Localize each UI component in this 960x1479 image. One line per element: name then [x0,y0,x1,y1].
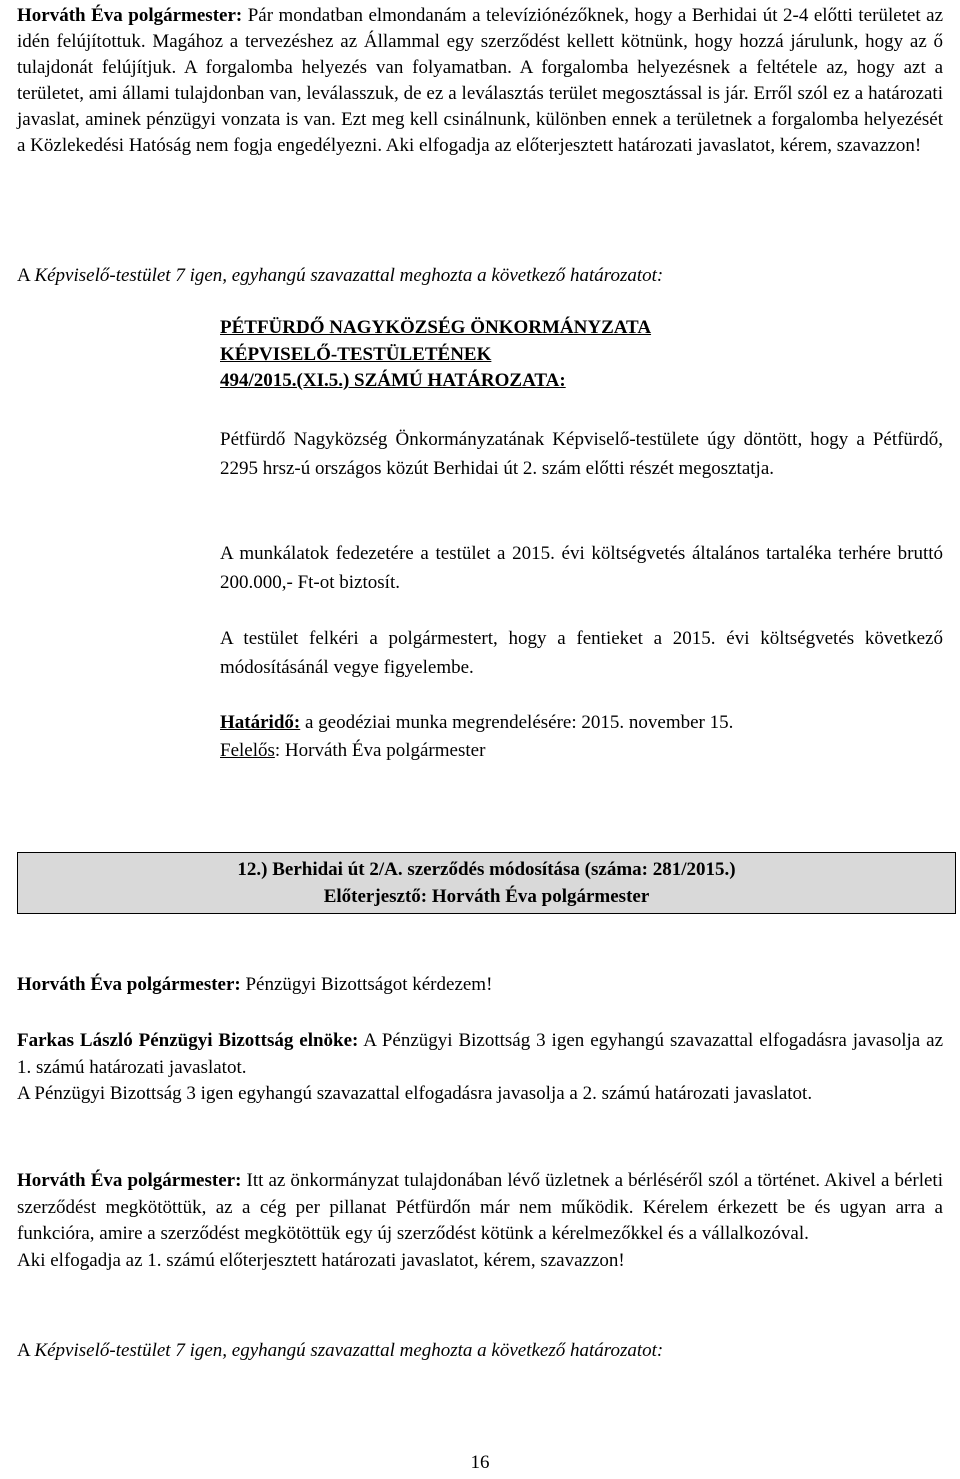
resolution-paragraph-1: Pétfürdő Nagyközség Önkormányzatának Képviselő-testülete úgy döntött, hogy a Pétfürdő, 2295 hrsz-ú országos közút Berhidai út 2. szám előtti részét megosztatja. [220,429,943,479]
vote-result-line: A Képviselő-testület 7 igen, egyhangú szavazattal meghozta a következő határozatot: [17,265,664,286]
agenda-item-title: 12.) Berhidai út 2/A. szerződés módosítása (száma: 281/2015.) [237,859,736,880]
vote-result-line-2: A Képviselő-testület 7 igen, egyhangú szavazattal meghozta a következő határozatot: [17,1340,664,1361]
speaker-name: Horváth Éva polgármester: [17,1170,242,1191]
statement-text: Itt az önkormányzat tulajdonában lévő üzletnek a bérléséről szól a történet. Akivel a bérleti szerződést megkötöttük, az a cég per pillanat Pétfürdőn már nem működik. Kérelem érkezett be és ugyan arra a funkcióra, amire a szerződést megkötöttük egy új szerződést kötünk a kérelmezőkkel és a vállalkozóval. [17,1170,943,1244]
responsible-text: : Horváth Éva polgármester [274,740,486,761]
statement-text: Pár mondatban elmondanám a televíziónézőknek, hogy a Berhidai út 2-4 előtti területet az idén felújítottuk. Magához a tervezéshez az Állammal egy szerződést kellett kötnünk, hogy hozzá járulunk, hogy az ő tulajdonát felújítjuk. A forgalomba helyezés van folyamatban. A forgalomba helyezésnek a feltétele az, hogy azt a területet, ami állami tulajdonban van, leválasszuk, de ez a leválasztás terület megosztással is jár. Erről szól ez a határozati javaslat, aminek pénzügyi vonzata is van. Ezt meg kell csinálnunk, különben ennek a területnek a forgalomba helyezését a Közlekedési Hatóság nem fogja engedélyezni. Aki elfogadja az előterjesztett határozati javaslatot, kérem, szavazzon! [17,5,943,156]
agenda-item-presenter: Előterjesztő: Horváth Éva polgármester [323,885,650,907]
page-number: 16 [470,1452,490,1473]
committee-chair-paragraph [17,1028,943,1108]
vote-result-text: Képviselő-testület 7 igen, egyhangú szavazattal meghozta a következő határozatot: [34,1340,664,1361]
deadline-text: a geodéziai munka megrendelésére: 2015. november 15. [300,712,734,733]
mayor-question-paragraph [17,972,943,999]
resolution-paragraph-3: A testület felkéri a polgármestert, hogy a fentieket a 2015. évi költségvetés következő módosításánál vegye figyelembe. [220,628,943,678]
vote-result-text: Képviselő-testület 7 igen, egyhangú szavazattal meghozta a következő határozatot: [34,265,664,286]
speaker-name: Horváth Éva polgármester: [17,974,241,995]
statement-text: A Pénzügyi Bizottság 3 igen egyhangú szavazattal elfogadásra javasolja az 1. számú határozati javaslatot. [17,1030,944,1078]
deadline-label: Határidő: [220,712,301,733]
responsible-label: Felelős [220,740,275,761]
agenda-item-heading [17,852,956,914]
statement-text-line2: A Pénzügyi Bizottság 3 igen egyhangú szavazattal elfogadásra javasolja a 2. számú határozati javaslatot. [17,1083,813,1104]
mayor-statement-paragraph [17,3,943,159]
speaker-name: Farkas László Pénzügyi Bizottság elnöke: [17,1030,359,1051]
speaker-name: Horváth Éva polgármester: [17,5,243,26]
statement-text: Pénzügyi Bizottságot kérdezem! [240,974,493,995]
statement-text-line2: Aki elfogadja az 1. számú előterjesztett határozati javaslatot, kérem, szavazzon! [17,1249,625,1271]
resolution-title: PÉTFÜRDŐ NAGYKÖZSÉG ÖNKORMÁNYZATA KÉPVISELŐ-TESTÜLETÉNEK 494/2015.(XI.5.) SZÁMÚ HATÁROZATA: [220,317,652,391]
resolution-paragraph-2: A munkálatok fedezetére a testület a 2015. évi költségvetés általános tartaléka terhére bruttó 200.000,- Ft-ot biztosít. [220,543,943,593]
resolution-deadline [220,709,943,765]
mayor-explanation-paragraph [17,1168,943,1274]
